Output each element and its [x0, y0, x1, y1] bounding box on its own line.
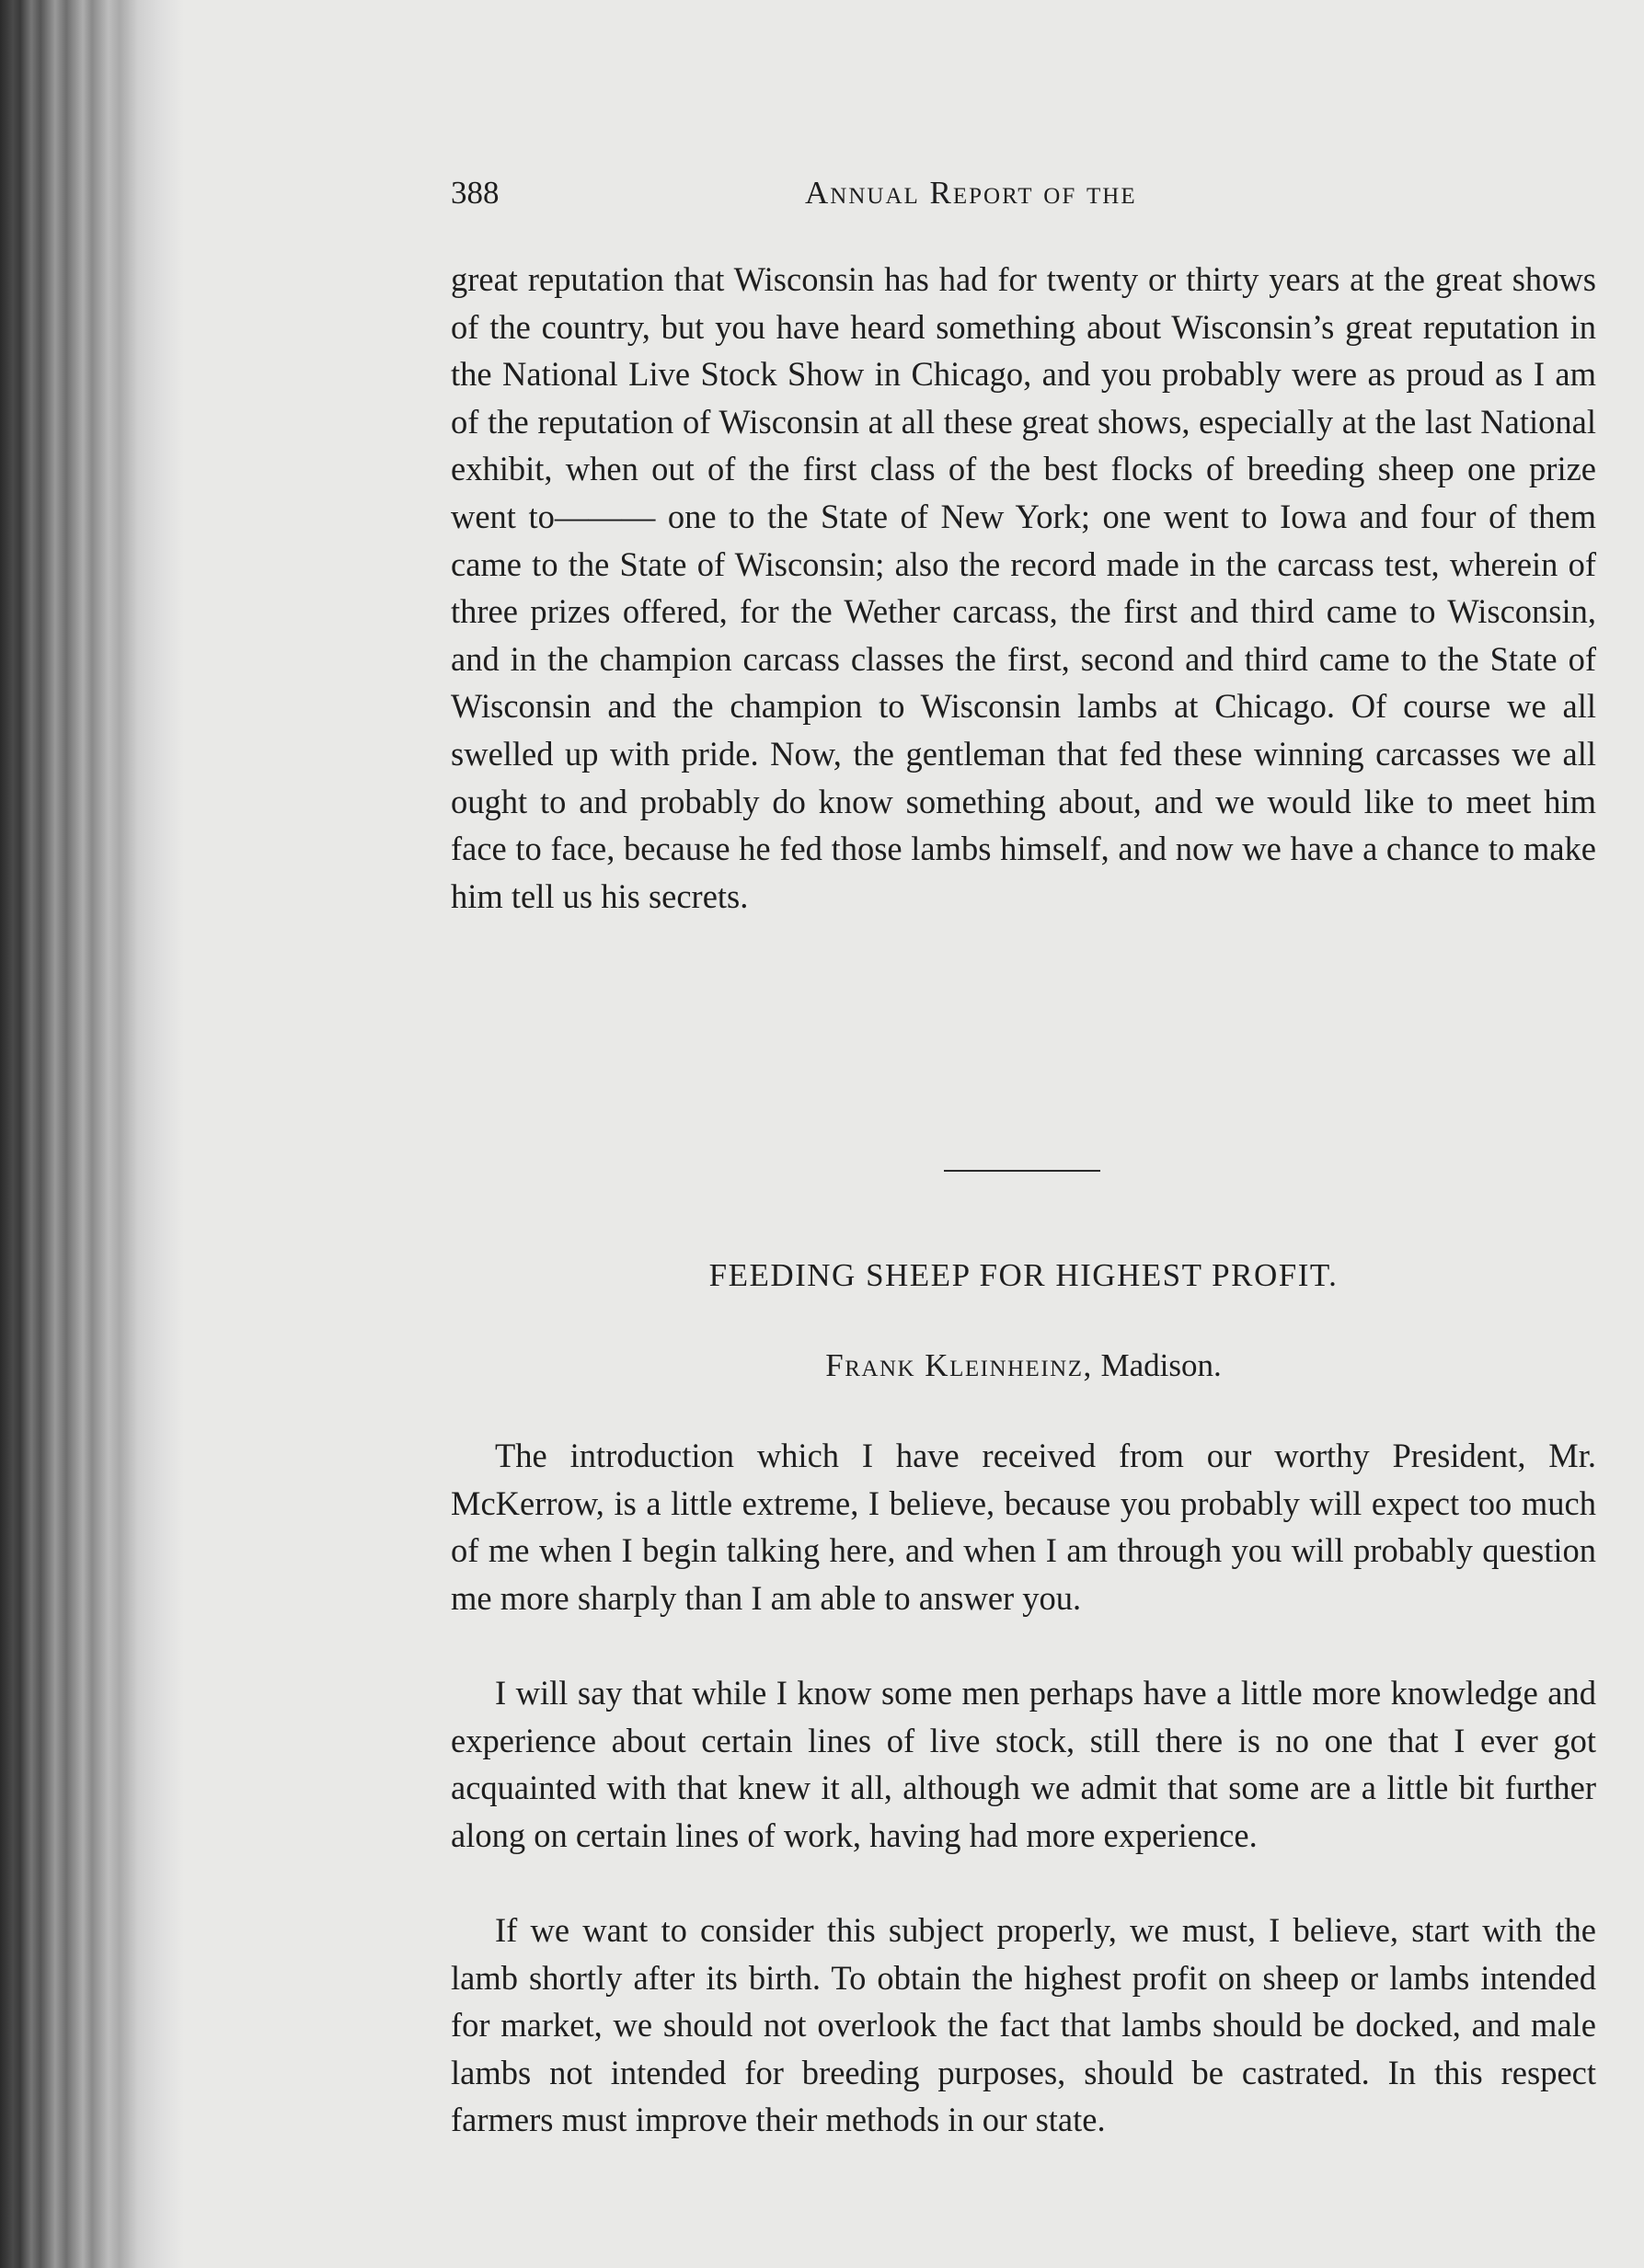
- book-binding-edge: [0, 0, 184, 2268]
- author-line: [451, 1347, 1596, 1384]
- running-head: Annual Report of the: [805, 175, 1137, 211]
- page-header: [451, 175, 1596, 221]
- paragraph-continued: great reputation that Wisconsin has had for twenty or thirty years at the great shows of the country, but you have heard something about Wisconsin’s great reputation in the National Live Stock Show in Chicago, and you probably were as proud as I am of the reputation of Wisconsin at all these great shows, especially at the last National exhibit, when out of the first class of the best flocks of breeding sheep one prize went to——— one to the State of New York; one went to Iowa and four of them came to the State of Wisconsin; also the record made in the carcass test, wherein of three prizes offered, for the Wether carcass, the first and third came to Wisconsin, and in the champion carcass classes the first, second and third came to the State of Wisconsin and the champion to Wisconsin lambs at Chicago. Of course we all swelled up with pride. Now, the gentleman that fed these winning carcasses we all ought to and probably do know something about, and we would like to meet him face to face, because he fed those lambs himself, and now we have a chance to make him tell us his secrets.: [451, 260, 1596, 915]
- book-page: [451, 0, 1596, 2268]
- paragraph-introduction: The introduction which I have received from our worthy President, Mr. McKerrow, is a little extreme, I believe, because you probably will expect too much of me when I begin talking here, and when I am through you will probably question me more sharply than I am able to answer you.: [451, 1437, 1596, 1617]
- page-number: 388: [451, 175, 500, 211]
- author-place: Madison.: [1092, 1347, 1222, 1383]
- paragraph-knowledge: I will say that while I know some men perhaps have a little more knowledge and experience about certain lines of live stock, still there is no one that I ever got acquainted with that knew it all, although we admit that some are a little bit further along on certain lines of work, having had more experience.: [451, 1674, 1596, 1854]
- section-divider: [944, 1170, 1100, 1172]
- article-title: FEEDING SHEEP FOR HIGHEST PROFIT.: [708, 1257, 1339, 1293]
- author-name: Frank Kleinheinz,: [825, 1347, 1093, 1383]
- paragraph-lambs: If we want to consider this subject properly, we must, I believe, start with the lamb shortly after its birth. To obtain the highest profit on sheep or lambs intended for market, we should not overlook the fact that lambs should be docked, and male lambs not intended for breeding purposes, should be castrated. In this respect farmers must improve their methods in our state.: [451, 1911, 1596, 2139]
